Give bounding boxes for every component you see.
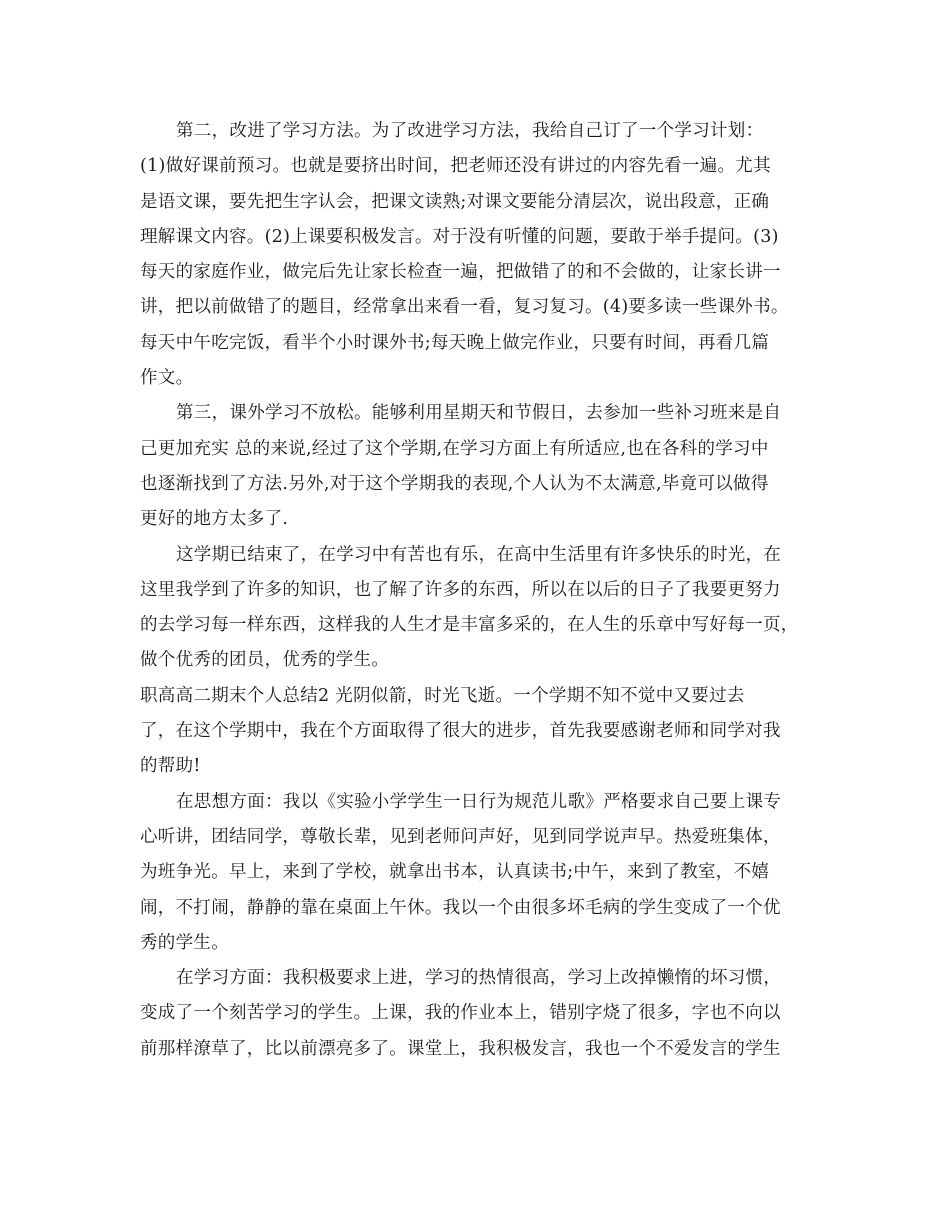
text-line: 是语文课，要先把生字认会，把课文读熟;对课文要能分清层次，说出段意，正确	[140, 191, 770, 212]
text-line: 秀的学生。	[140, 932, 229, 953]
text-line: 职高高二期末个人总结2 光阴似箭，时光飞逝。一个学期不知不觉中又要过去	[140, 685, 745, 706]
text-line: 做个优秀的团员，优秀的学生。	[140, 650, 390, 671]
text-line: 每天的家庭作业，做完后先让家长检查一遍，把做错了的和不会做的，让家长讲一	[140, 262, 781, 283]
paragraph-first-line: 这学期已结束了，在学习中有苦也有乐，在高中生活里有许多快乐的时光，在	[176, 544, 782, 565]
text-line: 己更加充实 总的来说,经过了这个学期,在学习方面上有所适应,也在各科的学习中	[140, 438, 769, 459]
text-line: 也逐渐找到了方法.另外,对于这个学期我的表现,个人认为不太满意,毕竟可以做得	[140, 473, 769, 494]
text-line: 讲，把以前做错了的题目，经常拿出来看一看，复习复习。(4)要多读一些课外书。	[140, 297, 789, 318]
paragraph-first-line: 第三，课外学习不放松。能够利用星期天和节假日，去参加一些补习班来是自	[176, 403, 782, 424]
document-body	[140, 114, 812, 1067]
text-line: 这里我学到了许多的知识，也了解了许多的东西，所以在以后的日子了我要更努力	[140, 579, 781, 600]
text-line: 的去学习每一样东西，这样我的人生才是丰富多采的，在人生的乐章中写好每一页，	[140, 615, 799, 636]
text-line: 变成了一个刻苦学习的学生。上课，我的作业本上，错别字烧了很多，字也不向以	[140, 1003, 781, 1024]
text-line: 心听讲，团结同学，尊敬长辈，见到老师问声好，见到同学说声早。热爱班集体，	[140, 826, 781, 847]
text-line: 每天中午吃完饭，看半个小时课外书;每天晚上做完作业，只要有时间，再看几篇	[140, 332, 770, 353]
text-line: 理解课文内容。(2)上课要积极发言。对于没有听懂的问题，要敢于举手提问。(3)	[140, 226, 779, 247]
text-line: 的帮助!	[140, 756, 201, 777]
paragraph-first-line: 在思想方面：我以《实验小学学生一日行为规范儿歌》严格要求自己要上课专	[176, 791, 782, 812]
text-line: 更好的地方太多了.	[140, 509, 289, 530]
text-line: 闹，不打闹，静静的靠在桌面上午休。我以一个由很多坏毛病的学生变成了一个优	[140, 897, 781, 918]
text-line: 前那样潦草了，比以前漂亮多了。课堂上，我积极发言，我也一个不爱发言的学生	[140, 1038, 781, 1059]
paragraph-first-line: 在学习方面：我积极要求上进，学习的热情很高，学习上改掉懒惰的坏习惯，	[176, 968, 782, 989]
text-line: 为班争光。早上，来到了学校，就拿出书本，认真读书;中午，来到了教室，不嬉	[140, 862, 770, 883]
text-line: 了，在这个学期中，我在个方面取得了很大的进步，首先我要感谢老师和同学对我	[140, 721, 781, 742]
text-line: 作文。	[140, 368, 194, 389]
text-line: (1)做好课前预习。也就是要挤出时间，把老师还没有讲过的内容先看一遍。尤其	[140, 156, 771, 177]
paragraph-first-line: 第二，改进了学习方法。为了改进学习方法，我给自己订了一个学习计划：	[176, 121, 764, 141]
